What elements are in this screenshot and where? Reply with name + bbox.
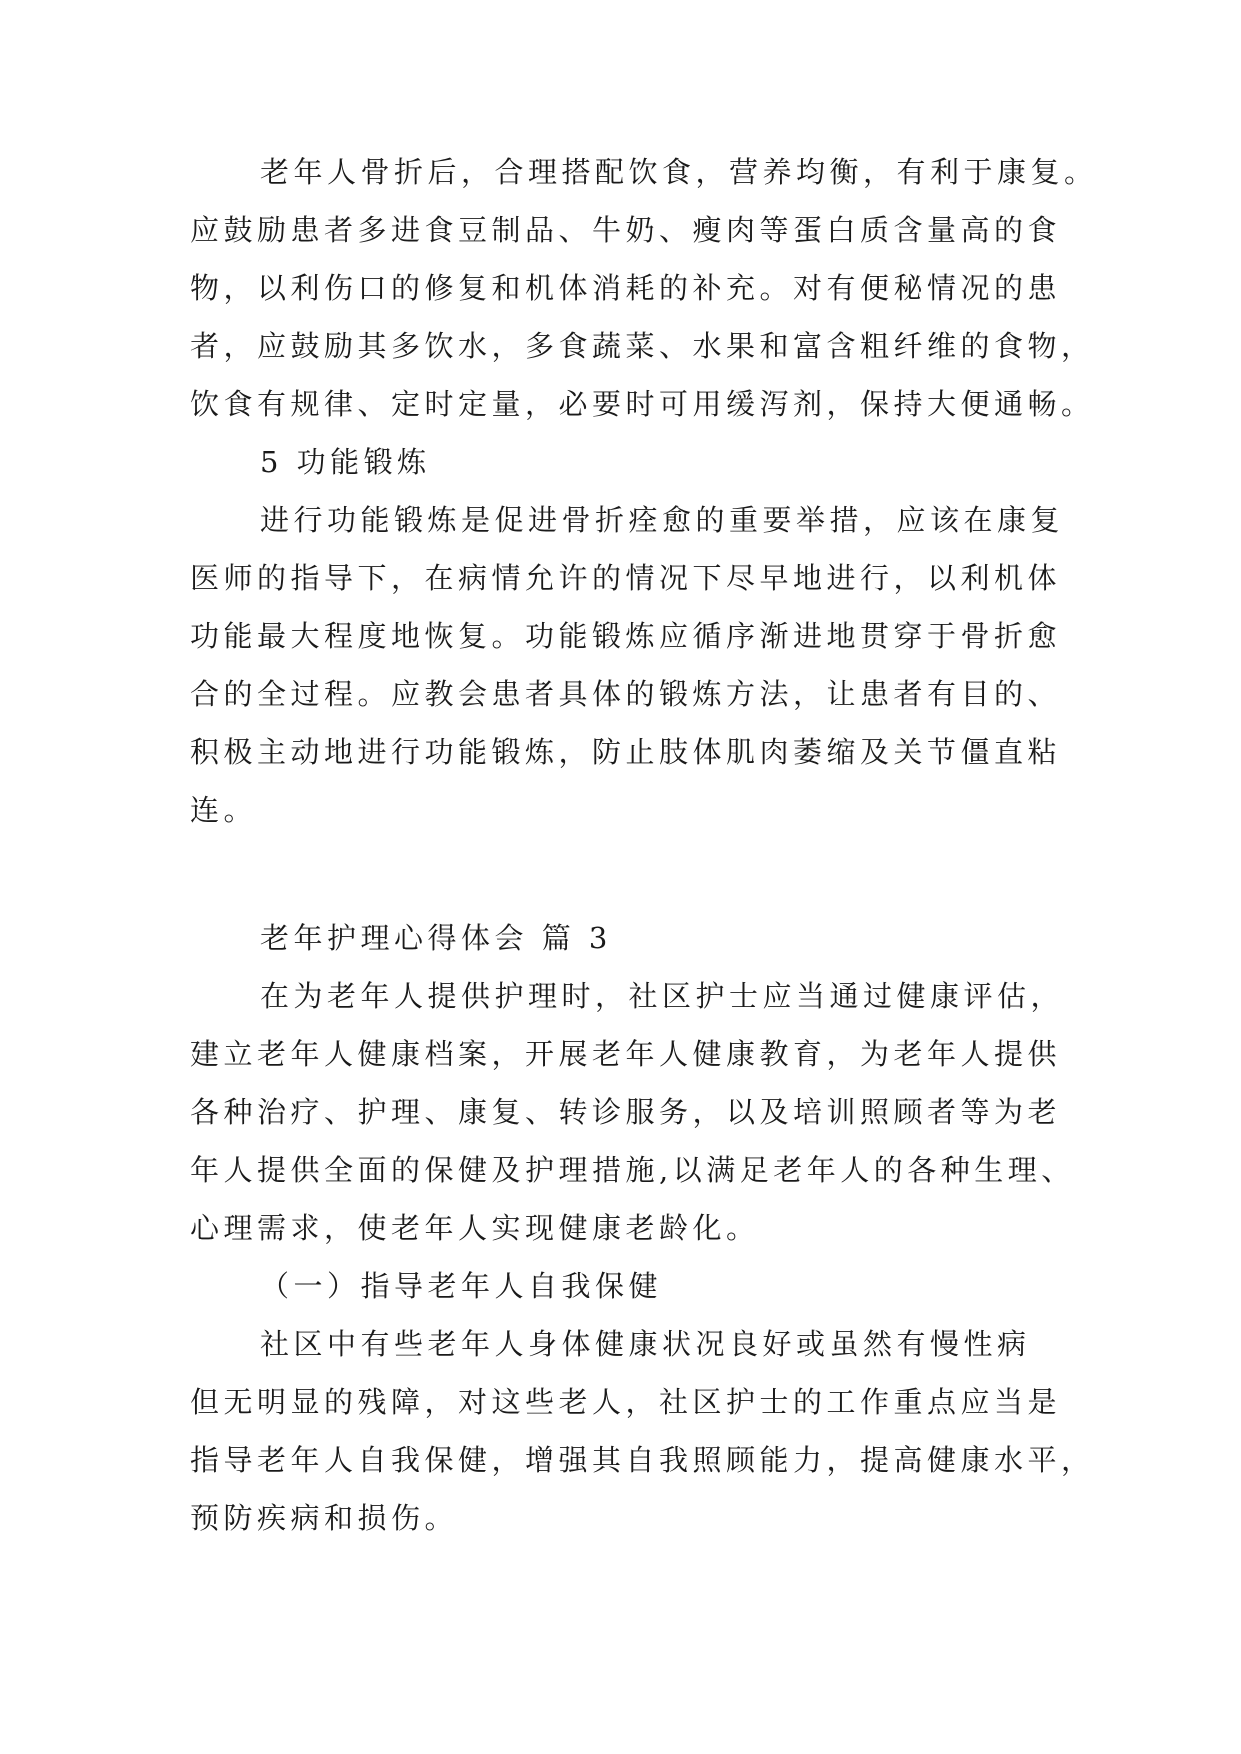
text-line: 老年人骨折后，合理搭配饮食，营养均衡，有利于康复。 [260, 155, 1098, 189]
text-line: 指导老年人自我保健，增强其自我照顾能力，提高健康水平， [190, 1443, 1095, 1477]
text-line: 在为老年人提供护理时，社区护士应当通过健康评估， [260, 979, 1065, 1013]
text-line: 年人提供全面的保健及护理措施,以满足老年人的各种生理、 [190, 1153, 1075, 1187]
text-line: 连。 [190, 793, 258, 827]
text-line: 社区中有些老年人身体健康状况良好或虽然有慢性病 [260, 1327, 1031, 1361]
text-line: 预防疾病和损伤。 [190, 1501, 459, 1535]
article-heading: 老年护理心得体会 篇 3 [260, 921, 612, 955]
text-line: 各种治疗、护理、康复、转诊服务，以及培训照顾者等为老 [190, 1095, 1062, 1129]
text-line: 但无明显的残障，对这些老人，社区护士的工作重点应当是 [190, 1385, 1062, 1419]
text-line: 医师的指导下，在病情允许的情况下尽早地进行，以利机体 [190, 561, 1062, 595]
text-line: 饮食有规律、定时定量，必要时可用缓泻剂，保持大便通畅。 [190, 387, 1095, 421]
text-line: 功能最大程度地恢复。功能锻炼应循序渐进地贯穿于骨折愈 [190, 619, 1062, 653]
text-line: 应鼓励患者多进食豆制品、牛奶、瘦肉等蛋白质含量高的食 [190, 213, 1062, 247]
text-line: 者，应鼓励其多饮水，多食蔬菜、水果和富含粗纤维的食物， [190, 329, 1095, 363]
section-heading: （一）指导老年人自我保健 [260, 1269, 663, 1303]
text-line: 积极主动地进行功能锻炼，防止肢体肌肉萎缩及关节僵直粘 [190, 735, 1062, 769]
text-line: 进行功能锻炼是促进骨折痊愈的重要举措，应该在康复 [260, 503, 1065, 537]
text-line: 物，以利伤口的修复和机体消耗的补充。对有便秘情况的患 [190, 271, 1062, 305]
text-line: 心理需求，使老年人实现健康老龄化。 [190, 1211, 760, 1245]
section-heading: 5 功能锻炼 [260, 445, 431, 479]
text-line: 合的全过程。应教会患者具体的锻炼方法，让患者有目的、 [190, 677, 1062, 711]
text-line: 建立老年人健康档案，开展老年人健康教育，为老年人提供 [190, 1037, 1062, 1071]
